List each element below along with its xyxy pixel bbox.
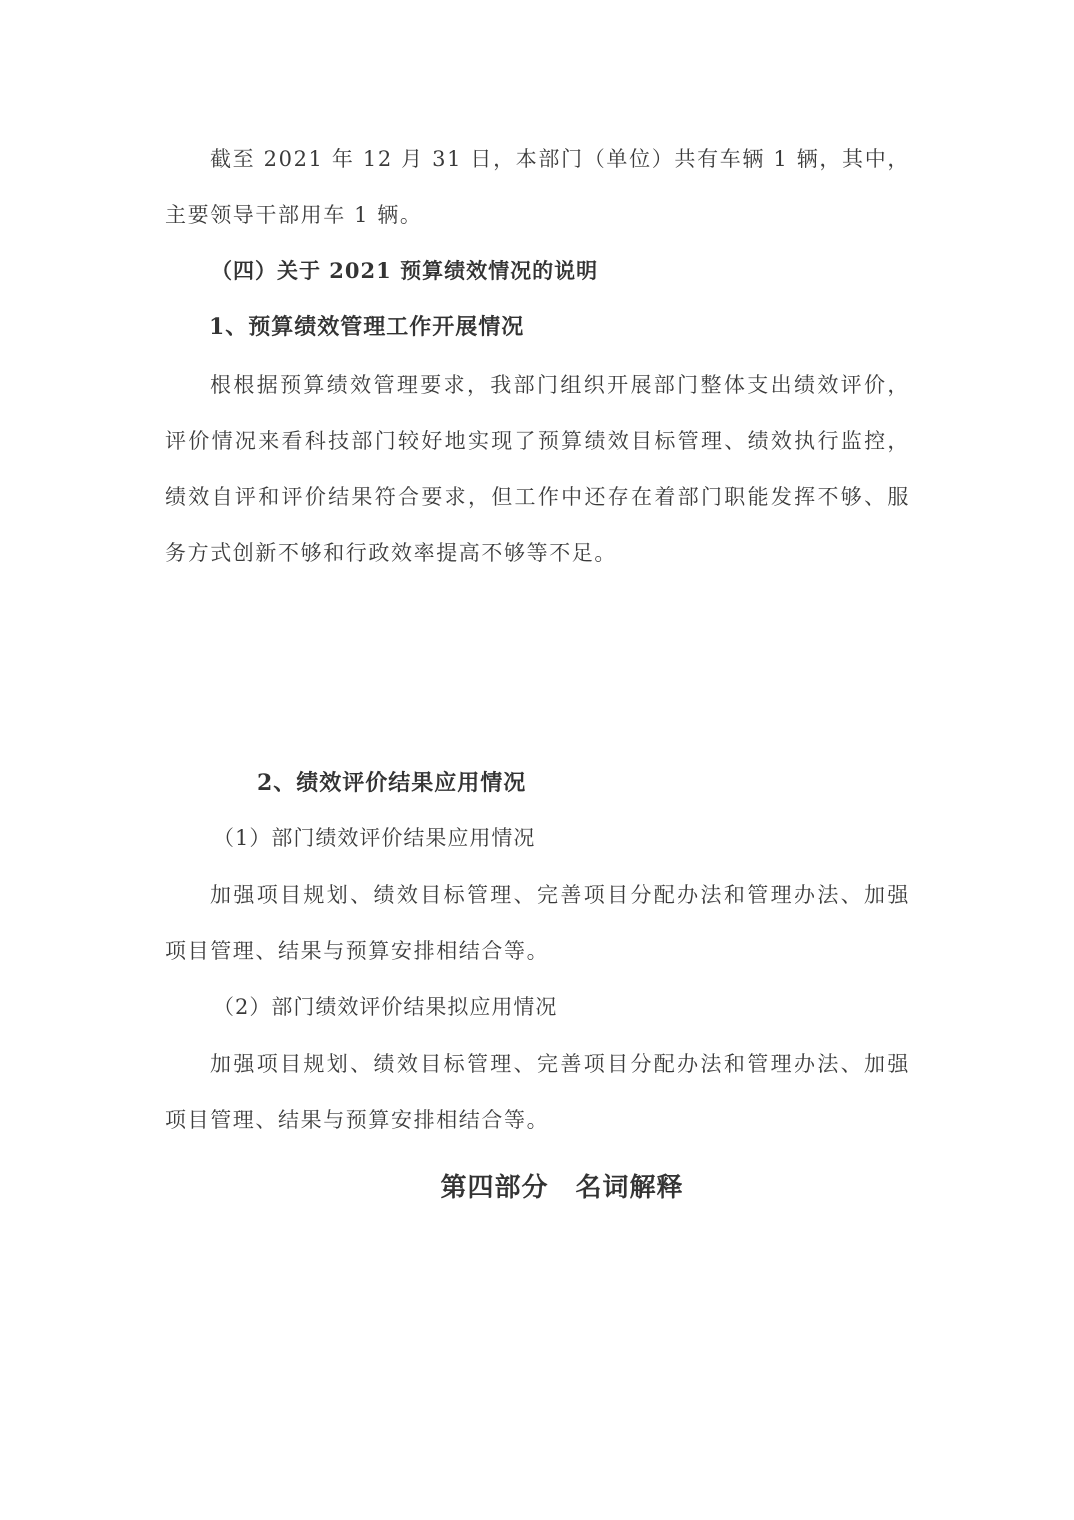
part-four-title: 第四部分 名词解释: [440, 1173, 684, 1203]
paragraph-results-application: 加强项目规划、绩效目标管理、完善项目分配办法和管理办法、加强项目管理、结果与预算安排相结合等。: [165, 883, 910, 963]
paragraph-vehicles: 截至 2021 年 12 月 31 日，本部门（单位）共有车辆 1 辆，其中，主要领导干部用车 1 辆。: [165, 147, 910, 227]
item-heading-results-application: 2、绩效评价结果应用情况: [257, 770, 527, 796]
item-heading-performance-management: 1、预算绩效管理工作开展情况: [209, 314, 525, 340]
subheading-results-application: （1）部门绩效评价结果应用情况: [213, 826, 536, 850]
paragraph-planned-application: 加强项目规划、绩效目标管理、完善项目分配办法和管理办法、加强项目管理、结果与预算安排相结合等。: [165, 1052, 910, 1132]
paragraph-performance-management: 根根据预算绩效管理要求，我部门组织开展部门整体支出绩效评价，评价情况来看科技部门较好地实现了预算绩效目标管理、绩效执行监控，绩效自评和评价结果符合要求，但工作中还存在着部门职能发挥不够、服务方式创新不够和行政效率提高不够等不足。: [165, 373, 910, 565]
subheading-planned-application: （2）部门绩效评价结果拟应用情况: [213, 995, 558, 1019]
section-heading-performance: （四）关于 2021 预算绩效情况的说明: [211, 258, 599, 283]
